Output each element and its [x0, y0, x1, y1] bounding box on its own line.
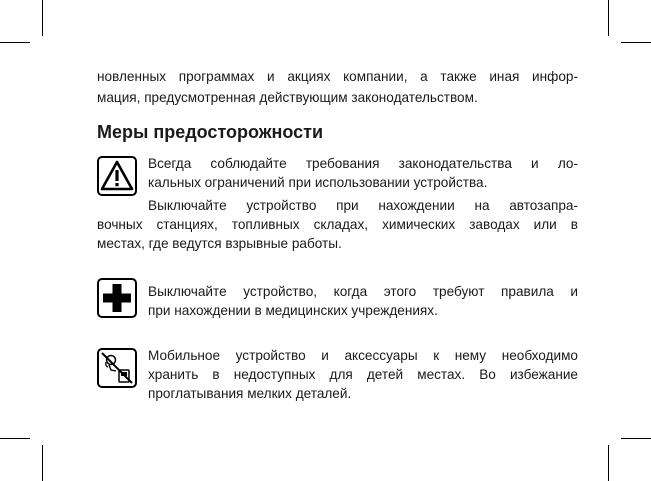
keep-away-from-children-icon	[97, 348, 137, 388]
crop-mark-bottom-left-horizontal	[0, 438, 30, 439]
medical-paragraph	[148, 282, 578, 320]
children-paragraph	[148, 346, 578, 403]
warning-line-5: местах, где ведутся взрывные работы.	[97, 236, 342, 251]
crop-mark-top-left-vertical	[42, 0, 43, 36]
warning-paragraph-1	[148, 154, 578, 192]
warning-paragraph-2-rest	[97, 215, 578, 253]
warning-line-4: вочных станциях, топливных складах, химических заводах или в	[97, 217, 578, 232]
warning-line-3: Выключайте устройство при нахождении на автозапра-	[148, 198, 578, 213]
medical-cross-icon	[97, 278, 137, 318]
crop-mark-bottom-left-vertical	[42, 445, 43, 481]
crop-mark-top-right-vertical	[608, 0, 609, 36]
intro-line-1: новленных программах и акциях компании, а также иная инфор-	[97, 69, 578, 84]
warning-line-2: кальных ограничений при использовании устройства.	[148, 175, 488, 190]
intro-line-2: мация, предусмотренная действующим законодательством.	[97, 90, 478, 105]
medical-line-1: Выключайте устройство, когда этого требуют правила и	[148, 284, 578, 299]
children-line-3: проглатывания мелких деталей.	[148, 386, 352, 401]
section-heading: Меры предосторожности	[97, 122, 324, 142]
warning-triangle-icon	[97, 156, 137, 196]
warning-line-1: Всегда соблюдайте требования законодательства и ло-	[148, 156, 578, 171]
intro-paragraph	[97, 66, 578, 108]
crop-mark-bottom-right-vertical	[608, 445, 609, 481]
medical-line-2: при нахождении в медицинских учреждениях.	[148, 303, 438, 318]
children-line-2: хранить в недоступных для детей местах. Во избежание	[148, 367, 578, 382]
crop-mark-top-right-horizontal	[621, 42, 651, 43]
children-line-1: Мобильное устройство и аксессуары к нему необходимо	[148, 348, 578, 363]
warning-paragraph-2-first-line	[148, 196, 578, 215]
crop-mark-top-left-horizontal	[0, 42, 30, 43]
crop-mark-bottom-right-horizontal	[621, 438, 651, 439]
